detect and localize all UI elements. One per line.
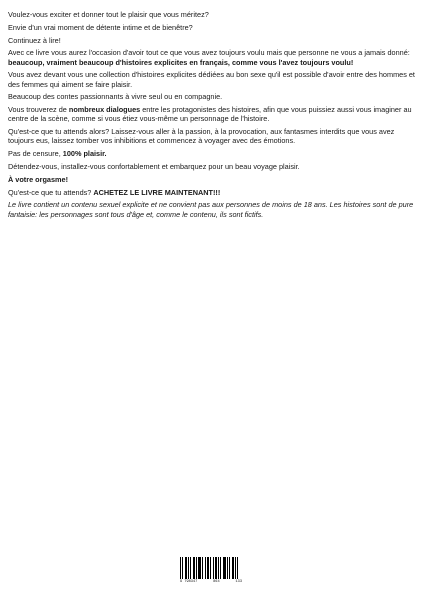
- barcode-number: [180, 580, 242, 584]
- paragraph-5: Qu'est-ce que tu attends alors? Laissez-vous aller à la passion, à la provocation, aux fantasmes interdits que vous avez toujours eus, laissez tomber vos inhibitions et commencez à voyager avec des émotions.: [8, 127, 395, 146]
- paragraph-4-start: Vous trouverez de: [8, 105, 69, 115]
- paragraph-6-bold: 100% plaisir.: [62, 149, 107, 159]
- paragraph-9-bold: ACHETEZ LE LIVRE MAINTENANT!!!: [93, 187, 221, 197]
- barcode: [180, 557, 242, 587]
- intro-line-3: Continuez à lire!: [8, 35, 61, 45]
- paragraph-4-bold: nombreux dialogues: [68, 105, 141, 115]
- paragraph-9: [8, 188, 420, 197]
- age-disclaimer: Le livre contient un contenu sexuel explicite et ne convient pas aux personnes de moins de 18 ans. Les histoires sont de pure fantaisie: les personnages sont tous d'âge et, comme le contenu, ils sont fictifs.: [8, 200, 414, 219]
- paragraph-9-start: Qu'est-ce que tu attends?: [8, 187, 94, 197]
- paragraph-1: [8, 48, 420, 66]
- barcode-bars: [180, 557, 242, 579]
- paragraph-1-text: Avec ce livre vous aurez l'occasion d'avoir tout ce que vous avez toujours voulu mais que personne ne vous a jamais donné:: [8, 48, 410, 58]
- paragraph-4: [8, 105, 420, 123]
- paragraph-7: Détendez-vous, installez-vous confortablement et embarquez pour un beau voyage plaisir.: [8, 161, 300, 171]
- back-cover-text: [8, 10, 420, 222]
- paragraph-6-start: Pas de censure,: [8, 149, 63, 159]
- paragraph-2: Vous avez devant vous une collection d'histoires explicites dédiées au bon sexe qu'il est possible d'avoir entre des hommes et des femmes qui aiment se faire plaisir.: [8, 70, 415, 89]
- barcode-digits-right: 133: [235, 580, 242, 584]
- paragraph-6: [8, 149, 420, 158]
- paragraph-8-bold: À votre orgasme!: [8, 174, 69, 184]
- barcode-digits-mid: 864: [213, 580, 220, 584]
- barcode-digits-left: 9 798347: [180, 580, 198, 584]
- paragraph-1-bold: beaucoup, vraiment beaucoup d'histoires explicites en français, comme vous l'avez toujours voulu!: [8, 57, 354, 67]
- intro-question-1: Voulez-vous exciter et donner tout le plaisir que vous méritez?: [8, 10, 209, 19]
- paragraph-3: Beaucoup des contes passionnants à vivre seul ou en compagnie.: [8, 92, 223, 102]
- paragraph-4-end: entre les protagonistes des histoires, afin que vous puissiez aussi vous imaginer au centre de la scène, comme si vous étiez vous-même un personnage de l'histoire.: [8, 105, 412, 124]
- intro-question-2: Envie d'un vrai moment de détente intime et de bienêtre?: [8, 22, 193, 32]
- paragraph-8: [8, 175, 420, 184]
